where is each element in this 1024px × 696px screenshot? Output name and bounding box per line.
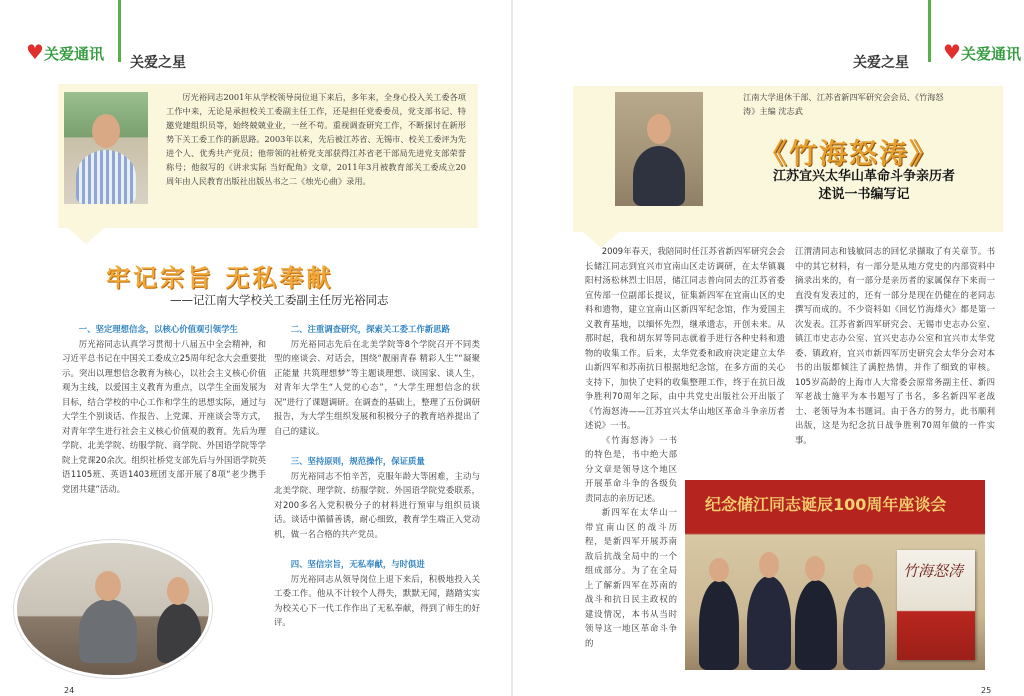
section-heading: 二、注重调查研究，探索关工委工作新思路 bbox=[290, 324, 450, 334]
book-title: 《竹海怒涛》 bbox=[759, 137, 940, 170]
left-column-2 bbox=[274, 322, 480, 630]
article-subtitle: ——记江南大学校关工委副主任厉光裕同志 bbox=[170, 293, 389, 307]
intro-box bbox=[58, 84, 478, 228]
section-heading: 四、坚信宗旨，无私奉献，与时俱进 bbox=[290, 559, 425, 569]
intro-text: 江南大学退休干部、江苏省新四军研究会会员、《竹海怒涛》主编 沈志武 bbox=[743, 92, 944, 116]
book-subtitle: 江苏宜兴太华山革命斗争亲历者 述说一书编写记 bbox=[772, 169, 955, 202]
intro-box bbox=[573, 86, 1003, 232]
paragraph: 2009年春天，我陪同时任江苏省新四军研究会会长储江同志到宜兴市宜南山区走访调研，在太华镇襄阳村汤松林烈士旧居，储江同志普向同去的江苏省委宣传部一位副部长提议，征集新四军在宜南山区的史料和遗物，建立宜南山区新四军纪念馆，作为爱国主义教育基地，以缅怀先烈，继承遗志，开创未来。从那时起，我和胡东昇等同志就着手进行各种史料和遗物的收集工作。后来，太华党委和政府决定建立太华山新四军和苏南抗日根据地纪念馆，在多方面的关心支持下，加快了史料的收集整理工作，终于在抗日战争胜利70周年之际，由中共党史出版社公开出版了《竹海怒涛——江苏宜兴太华山地区革命斗争亲历者述说》一书。 bbox=[585, 246, 785, 430]
paragraph: 厉光裕同志先后在北美学院等8个学院召开不同类型的座谈会、对话会，围绕“靓丽青春 精彩人生”“凝聚正能量 共筑理想梦”等主题谈理想、谈国家、谈人生，对青年大学生“人党的心态”，“大学生理想信念的状况”进行了课题调研。在调查的基础上，整理了五份调研报告，为大学生组织发展和积极分子的教育培养提出了自己的建议。 bbox=[274, 338, 480, 436]
right-column-2 bbox=[795, 244, 995, 447]
section-label: 关爱之星 bbox=[130, 55, 186, 71]
intro-text: 厉光裕同志2001年从学校领导岗位退下来后，多年来，全身心投入关工委各项工作中来，无论是承担校关工委副主任工作，还是担任党委委员，党支部书记、特邀党建组织员等，始终兢兢业业，一丝不苟。重视调查研究工作，不断探讨在新形势下关工委工作的新思路。2003年以来，先后被江苏省、无锡市、校关工委评为先进个人、优秀共产党员；他带领的社桥党支部获得江苏省老干部局先进党支部荣誉称号；他叙写的《讲求实际 当好配角》文章，2011年3月被教育部关工委成立20周年由人民教育出版社出版丛书之二《烛光心曲》录用。 bbox=[166, 92, 466, 186]
paragraph: 厉光裕同志从领导岗位上退下来后，积极地投入关工委工作。他从不计较个人得失，默默无闻，踏踏实实为校关心下一代工作作出了无私奉献，得到了师生的好评。 bbox=[274, 573, 480, 627]
left-page bbox=[0, 0, 511, 696]
magazine-logo: ♥关爱通讯 bbox=[26, 40, 104, 64]
paragraph: 厉光裕同志不怕辛苦，克服年龄大等困难，主动与北美学院、理学院、纺服学院、外国语学院党委联系，对200多名入党积极分子的材料进行预审与组织员谈话。谈话中循循善诱，耐心细致，教育学生端正入党动机，做一名合格的共产党员。 bbox=[274, 470, 480, 539]
green-bar bbox=[118, 0, 121, 62]
portrait-photo bbox=[64, 92, 148, 204]
event-photo bbox=[685, 480, 985, 670]
portrait-photo bbox=[615, 92, 703, 206]
page-number: 24 bbox=[64, 686, 75, 695]
magazine-logo: ♥关爱通讯 bbox=[943, 40, 1021, 64]
paragraph: 《竹海怒涛》一书的特色是，书中绝大部分文章是领导这个地区开展革命斗争的各级负责同志的亲历记述。 bbox=[585, 434, 677, 503]
page-number: 25 bbox=[981, 686, 992, 695]
article-title: 牢记宗旨 无私奉献 bbox=[106, 264, 334, 292]
section-heading: 一、坚定理想信念，以核心价值观引领学生 bbox=[78, 324, 238, 334]
oval-photo bbox=[14, 540, 212, 678]
book-cover bbox=[897, 550, 975, 660]
heart-icon: ♥ bbox=[943, 40, 961, 64]
event-banner: 纪念储江同志诞辰100周年座谈会 bbox=[705, 495, 947, 514]
section-label: 关爱之星 bbox=[853, 55, 909, 71]
left-column-1 bbox=[62, 322, 266, 496]
section-heading: 三、坚持原则，规范操作，保证质量 bbox=[290, 456, 425, 466]
paragraph: 新四军在太华山一带宜南山区的战斗历程，是新四军开展苏南敌后抗战全局中的一个组成部分。为了在全局上了解新四军在苏南的战斗和抗日民主政权的建设情况，本书从当时领导这一地区革命斗争的 bbox=[585, 507, 677, 648]
book-cover-title: 竹海怒涛 bbox=[903, 562, 964, 580]
intro-box-tail bbox=[68, 228, 104, 244]
right-page bbox=[513, 0, 1024, 696]
paragraph: 厉光裕同志认真学习贯彻十八届五中全会精神，和习近平总书记在中国关工委成立25周年纪念大会重要批示。突出以理想信念教育为核心，以社会主义核心价值观为主线，以爱国主义教育为重点，以学生全面发展为目标，结合学校的中心工作和学生的思想实际，通过与大学生个别谈话、作报告、上党课、开座谈会等方式，对青年学生进行社会主义核心价值观的教育。先后为理学院、北美学院、纺服学院、商学院、外国语学院等学院上党课20余次。组织社桥党支部先后与外国语学院英语1105班、英语1403班团支部开展了8项“老少携手 党团共建”活动。 bbox=[62, 338, 266, 494]
green-bar bbox=[928, 0, 931, 62]
heart-icon: ♥ bbox=[26, 40, 44, 64]
paragraph: 江渭清同志和钱敏同志的回忆录撷取了有关章节。书中的其它材料，有一部分是从地方党史的内部资料中摘录出来的，有一部分是亲历者的家属保存下来而一直没有发表过的，还有一部分是现在仍健在的老同志撰写而成的。不少资料如《回忆竹海烽火》都是第一次发表。江苏省新四军研究会、无锡市史志办公室、镇江市史志办公室、宜兴史志办公室和宜兴市太华党委、镇政府，宜兴市新四军历史研究会太华分会对本书的出版都倾注了满腔热情，并作了细致的审核。105岁高龄的上海市人大常委会原常务副主任、新四军老战士施平为本书题写了书名，多名新四军老战士、老领导为本书题词。由于各方的努力，此书顺利出版，这是为纪念抗日战争胜利70周年做的一件实事。 bbox=[795, 246, 995, 445]
